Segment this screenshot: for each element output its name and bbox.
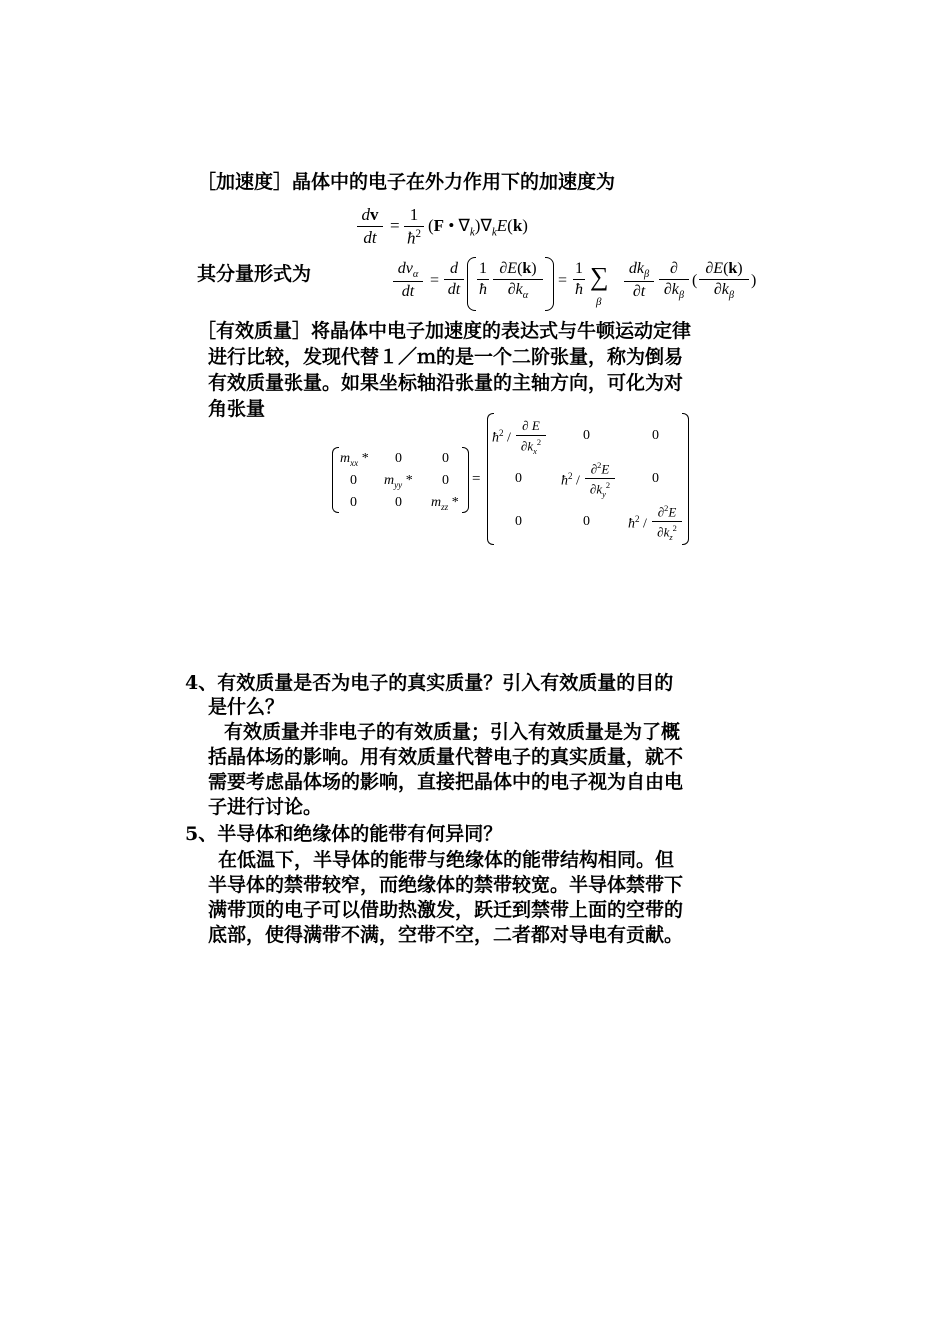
q4-answer-line-4: 子进行讨论。 [208, 796, 323, 818]
mass-line-4: 角张量 [208, 398, 266, 420]
mass-line-2: 进行比较，发现代替１／ｍ的是一个二阶张量，称为倒易 [208, 346, 684, 368]
q5-answer-line-3: 满带顶的电子可以借助热激发，跃迁到禁带上面的空带的 [208, 899, 684, 921]
q4-question-line-2: 是什么？ [208, 696, 285, 718]
q4-answer-line-1: 有效质量并非电子的有效质量；引入有效质量是为了概 [224, 721, 681, 743]
accel-heading: ［加速度］晶体中的电子在外力作用下的加速度为 [197, 171, 616, 193]
q5-question-line-1: 5、半导体和绝缘体的能带有何异同？ [185, 823, 503, 845]
q5-answer-line-1: 在低温下，半导体的能带与绝缘体的能带结构相同。但 [218, 849, 675, 871]
q4-question-line-1: 4、有效质量是否为电子的真实质量？引入有效质量的目的 [185, 672, 674, 694]
q5-answer-line-2: 半导体的禁带较窄，而绝缘体的禁带较宽。半导体禁带下 [208, 874, 684, 896]
mass-line-3: 有效质量张量。如果坐标轴沿张量的主轴方向，可化为对 [208, 372, 684, 394]
component-label: 其分量形式为 [197, 263, 312, 285]
mass-line-1: ［有效质量］将晶体中电子加速度的表达式与牛顿运动定律 [197, 320, 692, 342]
q4-answer-line-2: 括晶体场的影响。用有效质量代替电子的真实质量，就不 [208, 746, 684, 768]
q5-answer-line-4: 底部，使得满带不满，空带不空，二者都对导电有贡献。 [208, 924, 684, 946]
q4-answer-line-3: 需要考虑晶体场的影响，直接把晶体中的电子视为自由电 [208, 771, 684, 793]
